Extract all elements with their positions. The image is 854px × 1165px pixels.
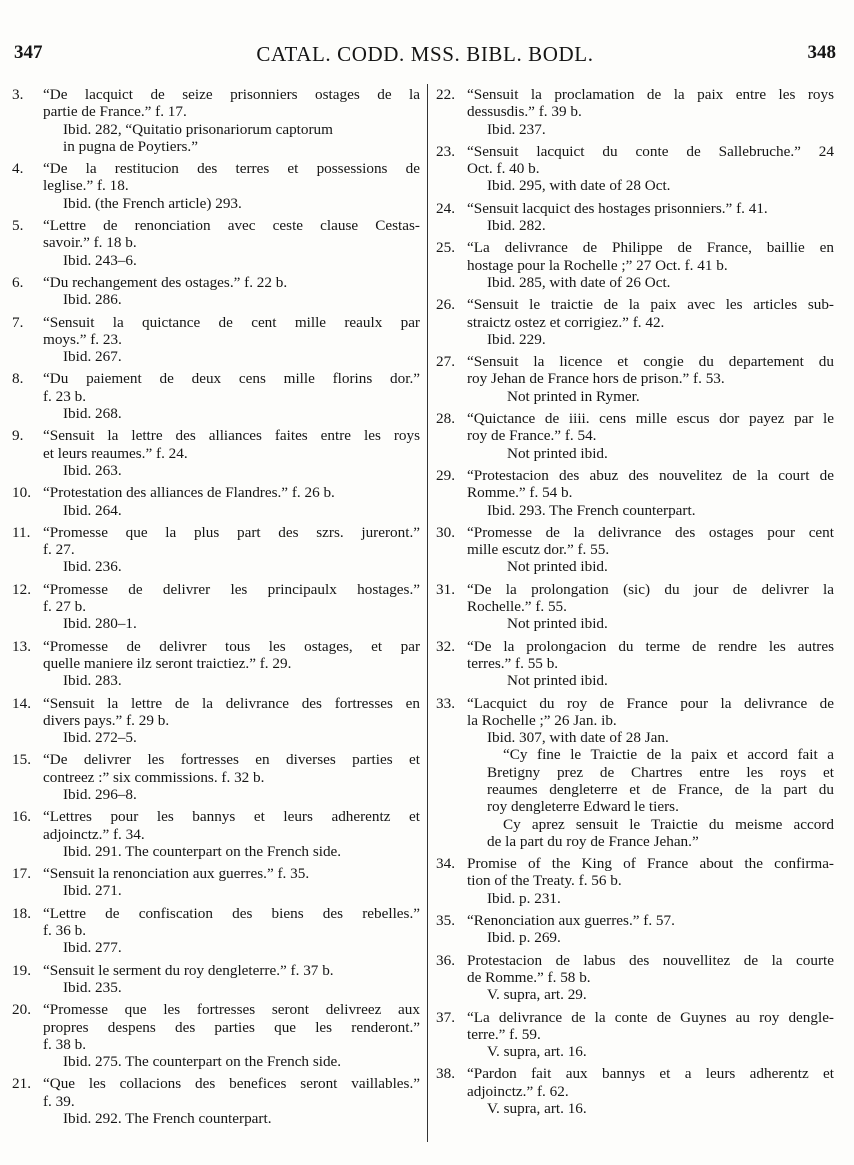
entry-number: 31. [436,580,455,598]
entry-text-line: f. 39. [43,1092,75,1110]
entry-note [467,746,834,815]
entry-number: 17. [12,865,31,883]
entry-text-line: la Rochelle ;” 26 Jan. ib. [467,711,617,729]
catalog-entry [436,638,834,690]
entry-reference: Ibid. 280–1. [63,615,137,633]
catalog-entry [12,160,420,212]
entry-text-line: de la part du roy de France Jehan.” [487,832,699,850]
entry-text-line: “Quictance de iiii. cens mille escus dor payez par le [467,410,834,428]
entry-text-line: propres despens des parties que les renderont.” [43,1018,420,1036]
entry-reference: Ibid. 286. [63,291,122,309]
entry-number: 25. [436,239,455,257]
entry-text-line: “Sensuit la lettre des alliances faites entre les roys [43,427,420,445]
entry-text-line: hostage pour la Rochelle ;” 27 Oct. f. 41 b. [467,256,728,274]
catalog-entry [12,86,420,155]
catalog-entry [436,200,834,235]
entry-text-line: Bretigny prez de Chartres entre les roys et [487,763,834,781]
catalog-entry [12,751,420,803]
catalog-entry [436,912,834,947]
right-column [436,86,834,1122]
entry-text-line: divers pays.” f. 29 b. [43,711,170,729]
entry-number: 19. [12,961,31,979]
entry-number: 27. [436,353,455,371]
entry-reference: Not printed ibid. [507,558,608,576]
page-number-right: 348 [807,42,836,63]
entry-reference: Ibid. 268. [63,405,122,423]
entry-text-line: “Lacquict du roy de France pour la delivrance de [467,694,834,712]
entry-text-line: “Sensuit la proclamation de la paix entre les roys [467,86,834,103]
entry-number: 37. [436,1008,455,1026]
entry-reference: Ibid. 229. [487,330,546,348]
entry-note [467,816,834,851]
entry-reference: Ibid. 293. The French counterpart. [487,501,696,519]
entry-reference: Ibid. 285, with date of 26 Oct. [487,273,671,291]
entry-text-line: “Sensuit la quictance de cent mille reaulx par [43,313,420,331]
catalog-entry [12,217,420,269]
entry-reference: V. supra, art. 16. [487,1100,587,1118]
entry-text-line: “Sensuit la renonciation aux guerres.” f. 35. [43,865,310,883]
entry-number: 16. [12,808,31,826]
catalog-entry [12,808,420,860]
entry-reference: Not printed ibid. [507,444,608,462]
entry-reference: Ibid. 237. [487,120,546,138]
entry-reference: Not printed ibid. [507,615,608,633]
entry-text-line: “De la prolongation (sic) du jour de delivrer la [467,580,834,598]
catalog-entry [12,905,420,957]
entry-reference: Ibid. 291. The counterpart on the French side. [63,842,342,860]
entry-text-line: “Sensuit le traictie de la paix avec les articles sub- [467,296,834,314]
entry-text-line: “Sensuit la lettre de la delivrance des fortresses en [43,694,420,712]
entry-number: 35. [436,912,455,930]
entry-text-line: “Sensuit lacquict des hostages prisonniers.” f. 41. [467,199,768,217]
entry-text-line: Rochelle.” f. 55. [467,598,567,616]
entry-reference: Ibid. 292. The French counterpart. [63,1110,272,1128]
entry-text-line: quelle maniere ilz seront traictiez.” f. 29. [43,654,292,672]
catalog-entry [436,952,834,1004]
entry-text-line: “Pardon fait aux bannys et a leurs adherentz et [467,1065,834,1083]
entry-text-line: adjoinctz.” f. 34. [43,825,145,843]
entry-text-line: “Promesse de delivrer tous les ostages, et par [43,637,420,655]
catalog-entry [12,314,420,366]
entry-number: 20. [12,1001,31,1019]
entry-text-line: “De la restitucion des terres et possessions de [43,160,420,178]
entry-number: 23. [436,142,455,160]
entry-number: 5. [12,217,24,235]
entry-reference: Ibid. 275. The counterpart on the French side. [63,1053,342,1071]
entry-text-line: “Promesse que la plus part des szrs. jureront.” [43,523,420,541]
catalog-entry [436,410,834,462]
entry-reference: Ibid. 283. [63,672,122,690]
entry-number: 38. [436,1065,455,1083]
page-header [14,42,836,78]
entry-number: 12. [12,580,31,598]
catalog-entry [436,296,834,348]
entry-number: 11. [12,523,31,541]
catalog-entry [436,581,834,633]
entry-reference: Ibid. 295, with date of 28 Oct. [487,177,671,195]
entry-reference: Ibid. p. 231. [487,889,561,907]
entry-reference: Not printed in Rymer. [507,387,640,405]
entry-text-line: roy de France.” f. 54. [467,427,597,445]
entry-text-line: mille escutz dor.” f. 55. [467,541,610,559]
entry-text-line: terre.” f. 59. [467,1025,541,1043]
entry-text-line: “Lettres pour les bannys et leurs adherentz et [43,808,420,826]
entry-reference: Not printed ibid. [507,672,608,690]
entry-number: 6. [12,273,24,291]
catalog-entry [12,524,420,576]
entry-number: 21. [12,1075,31,1093]
entry-reference: Ibid. 272–5. [63,729,137,747]
entry-text-line: adjoinctz.” f. 62. [467,1082,569,1100]
entry-text-line: “Sensuit la licence et congie du departement du [467,353,834,371]
entry-text-line: “La delivrance de Philippe de France, baillie en [467,239,834,257]
entry-number: 3. [12,86,24,103]
entry-text-line: f. 38 b. [43,1035,87,1053]
entry-number: 18. [12,904,31,922]
entry-text-line: f. 23 b. [43,387,87,405]
entry-text-line: “Promesse de delivrer les principaulx hostages.” [43,580,420,598]
entry-number: 10. [12,484,31,502]
entry-text-line: moys.” f. 23. [43,330,122,348]
catalog-entry [436,353,834,405]
entry-number: 9. [12,427,24,445]
entry-text-line: “La delivrance de la conte de Guynes au roy dengle- [467,1008,834,1026]
entry-text-line: roy dengleterre Edward le tiers. [487,798,679,816]
entry-text-line: “Renonciation aux guerres.” f. 57. [467,912,675,930]
catalog-entry [436,1009,834,1061]
entry-text-line: partie de France.” f. 17. [43,103,187,121]
entry-number: 14. [12,694,31,712]
entry-text-line: roy Jehan de France hors de prison.” f. 53. [467,370,725,388]
catalog-entry [12,962,420,997]
entry-text-line: contreez :” six commissions. f. 32 b. [43,768,265,786]
entry-reference: Ibid. 235. [63,978,122,996]
left-column [12,86,420,1132]
entry-text-line: “Du rechangement des ostages.” f. 22 b. [43,273,288,291]
entry-reference: Ibid. 236. [63,558,122,576]
entry-text-line: “De la prolongacion du terme de rendre les autres [467,637,834,655]
entry-text-line: tion of the Treaty. f. 56 b. [467,872,622,890]
entry-text-line: “Promesse de la delivrance des ostages pour cent [467,523,834,541]
entry-text-line: terres.” f. 55 b. [467,654,559,672]
catalog-entry [436,86,834,138]
entry-reference: Ibid. 243–6. [63,251,137,269]
catalog-entry [12,484,420,519]
entry-reference: Ibid. 267. [63,348,122,366]
entry-text-line: “De lacquict de seize prisonniers ostages de la [43,86,420,103]
entry-number: 8. [12,370,24,388]
entry-text-line: “Cy fine le Traictie de la paix et accord fait a [503,746,834,764]
entry-number: 29. [436,466,455,484]
catalog-entry [12,695,420,747]
catalog-entry [12,638,420,690]
entry-text-line: “Protestacion des abuz des nouvelitez de la court de [467,466,834,484]
entry-text-line: leglise.” f. 18. [43,177,129,195]
entry-number: 7. [12,313,24,331]
entry-text-line: dessusdis.” f. 39 b. [467,103,582,121]
catalog-entry [12,581,420,633]
entry-reference: Ibid. 296–8. [63,785,137,803]
catalog-entry [12,1075,420,1127]
catalog-entry [436,695,834,851]
page-number-left: 347 [14,42,43,63]
entry-text-line: “Lettre de renonciation avec ceste clause Cestas- [43,217,420,235]
entry-text-line: et leurs reaumes.” f. 24. [43,444,188,462]
catalog-entry [12,1001,420,1070]
entry-text-line: reaumes dengleterre et de France, de la part du [487,780,834,798]
entry-number: 34. [436,855,455,873]
running-title: CATAL. CODD. MSS. BIBL. BODL. [256,42,594,66]
catalog-entry [436,524,834,576]
entry-text-line: f. 27 b. [43,598,87,616]
entry-reference: in pugna de Poytiers.” [63,137,198,155]
catalog-entry [436,239,834,291]
entry-text-line: f. 36 b. [43,922,87,940]
catalog-entry [12,370,420,422]
entry-text-line: savoir.” f. 18 b. [43,234,137,252]
entry-number: 28. [436,410,455,428]
entry-reference: V. supra, art. 29. [487,986,587,1004]
entry-reference: Ibid. p. 269. [487,929,561,947]
entry-reference: Ibid. 307, with date of 28 Jan. [487,729,669,747]
entry-text-line: “De delivrer les fortresses en diverses parties et [43,751,420,769]
entry-text-line: Protestacion de labus des nouvellitez de la courte [467,951,834,969]
entry-number: 30. [436,523,455,541]
entry-reference: Ibid. 271. [63,882,122,900]
entry-number: 26. [436,296,455,314]
entry-text-line: “Que les collacions des benefices seront vaillables.” [43,1075,420,1093]
catalog-entry [12,427,420,479]
entry-text-line: Romme.” f. 54 b. [467,484,573,502]
catalog-entry [436,855,834,907]
entry-reference: Ibid. (the French article) 293. [63,194,242,212]
entry-number: 33. [436,694,455,712]
entry-reference: V. supra, art. 16. [487,1043,587,1061]
entry-text-line: Promise of the King of France about the confirma- [467,855,834,873]
catalog-entry [436,1065,834,1117]
catalog-entry [436,467,834,519]
entry-text-line: Cy aprez sensuit le Traictie du meisme accord [503,815,834,833]
column-divider [427,84,428,1142]
entry-text-line: f. 27. [43,541,75,559]
entry-number: 4. [12,160,24,178]
entry-reference: Ibid. 277. [63,939,122,957]
entry-reference: Ibid. 282. [487,217,546,235]
entry-number: 36. [436,951,455,969]
entry-text-line: “Protestation des alliances de Flandres.” f. 26 b. [43,484,335,502]
entry-reference: Ibid. 263. [63,461,122,479]
catalog-entry [12,865,420,900]
entry-text-line: “Sensuit le serment du roy dengleterre.” f. 37 b. [43,961,334,979]
entry-reference: Ibid. 282, “Quitatio prisonariorum captorum [63,120,333,138]
catalog-entry [12,274,420,309]
catalog-entry [436,143,834,195]
entry-number: 32. [436,637,455,655]
entry-text-line: Oct. f. 40 b. [467,160,540,178]
entry-number: 15. [12,751,31,769]
entry-text-line: “Sensuit lacquict du conte de Sallebruche.” 24 [467,142,834,160]
entry-text-line: straictz ostez et corrigiez.” f. 42. [467,313,665,331]
entry-text-line: de Romme.” f. 58 b. [467,968,591,986]
entry-text-line: “Lettre de confiscation des biens des rebelles.” [43,904,420,922]
entry-number: 13. [12,637,31,655]
entry-reference: Ibid. 264. [63,501,122,519]
entry-text-line: “Promesse que les fortresses seront delivreez aux [43,1001,420,1019]
entry-number: 22. [436,86,455,103]
entry-text-line: “Du paiement de deux cens mille florins dor.” [43,370,420,388]
entry-number: 24. [436,199,455,217]
